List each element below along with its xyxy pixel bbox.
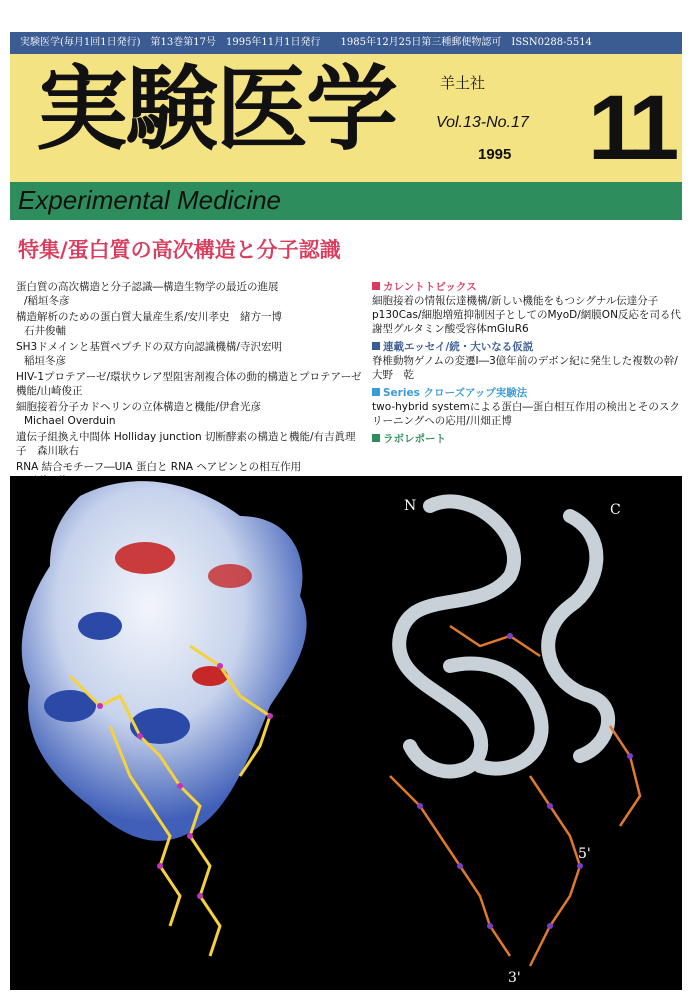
n-terminus-label: N [404,498,417,514]
issue-number: 11 [588,77,674,179]
five-prime-label: 5' [578,846,591,862]
article-item [16,340,366,368]
negative-charge-patch [115,542,175,574]
three-prime-label: 3' [508,970,521,986]
article-item [16,370,366,398]
section-series [372,386,684,428]
section-heading: ラボレポート [383,433,446,445]
section-body: two-hybrid systemによる蛋白―蛋白相互作用の検出とそのスクリーニングへの応用/川畑正博 [372,401,680,427]
article-author: 石井俊輔 [24,325,66,337]
section-heading: Series クローズアップ実験法 [383,387,528,399]
c-terminus-label: C [610,502,621,518]
article-title: 細胞接着分子カドヘリンの立体構造と機能/伊倉光彦 [16,401,262,413]
article-title: SH3ドメインと基質ペプチドの双方向認識機構/寺沢宏明 [16,341,282,353]
article-author: 稲垣冬彦 [24,355,66,367]
article-item [16,400,366,428]
publication-info-bar: 実験医学(毎月1回1日発行) 第13巻第17号 1995年11月1日発行 1985年12月25日第三種郵便物認可 ISSN0288-5514 [10,32,682,54]
article-item [16,430,366,458]
article-title: 構造解析のための蛋白質大量産生系/安川孝史 緒方一博 [16,311,283,323]
sections-list [372,280,684,450]
feature-title: 特集/蛋白質の高次構造と分子認識 [18,238,341,262]
section-body: 脊椎動物ゲノムの変遷Ⅰ―3億年前のデボン紀に発生した複数の幹/大野 乾 [372,355,678,381]
protein-surface-shape [22,481,307,841]
square-bullet-icon [372,342,380,350]
article-item [16,280,366,308]
section-current-topics [372,280,684,336]
protein-structure-image [10,476,682,990]
article-title: 蛋白質の高次構造と分子認識―構造生物学の最近の進展 [16,281,279,293]
molecular-illustration [10,476,682,990]
magazine-cover [10,10,682,990]
protein-ribbon [399,501,608,771]
section-essay [372,340,684,382]
publisher-name: 羊土社 [440,74,486,92]
magazine-logo: 実験医学 [36,56,397,163]
article-title: 遺伝子組換え中間体 Holliday junction 切断酵素の構造と機能/有吉眞理子 森川耿右 [16,431,356,457]
article-title: RNA 結合モチーフ―UIA 蛋白と RNA ヘアピンとの相互作用 [16,461,302,473]
article-list [16,280,366,490]
publication-year: 1995 [478,146,512,163]
article-title: HIV-1プロテアーゼ/環状ウレア型阻害剤複合体の動的構造とプロテアーゼ機能/山崎俊正 [16,371,362,397]
section-heading: 連載エッセイ/続・大いなる仮説 [383,341,534,353]
article-author: Michael Overduin [24,415,116,427]
square-bullet-icon [372,388,380,396]
square-bullet-icon [372,434,380,442]
volume-number: Vol.13-No.17 [436,114,529,131]
square-bullet-icon [372,282,380,290]
article-author: /稲垣冬彦 [24,295,70,307]
section-heading: カレントトピックス [383,281,477,293]
section-lab-report [372,432,684,446]
article-item [16,310,366,338]
english-title: Experimental Medicine [10,182,682,220]
section-body: 細胞接着の情報伝達機構/新しい機能をもつシグナル伝達分子p130Cas/細胞増殖抑制因子としてのMyoD/網膜ON反応を司る代謝型グルタミン酸受容体mGluR6 [372,295,681,335]
